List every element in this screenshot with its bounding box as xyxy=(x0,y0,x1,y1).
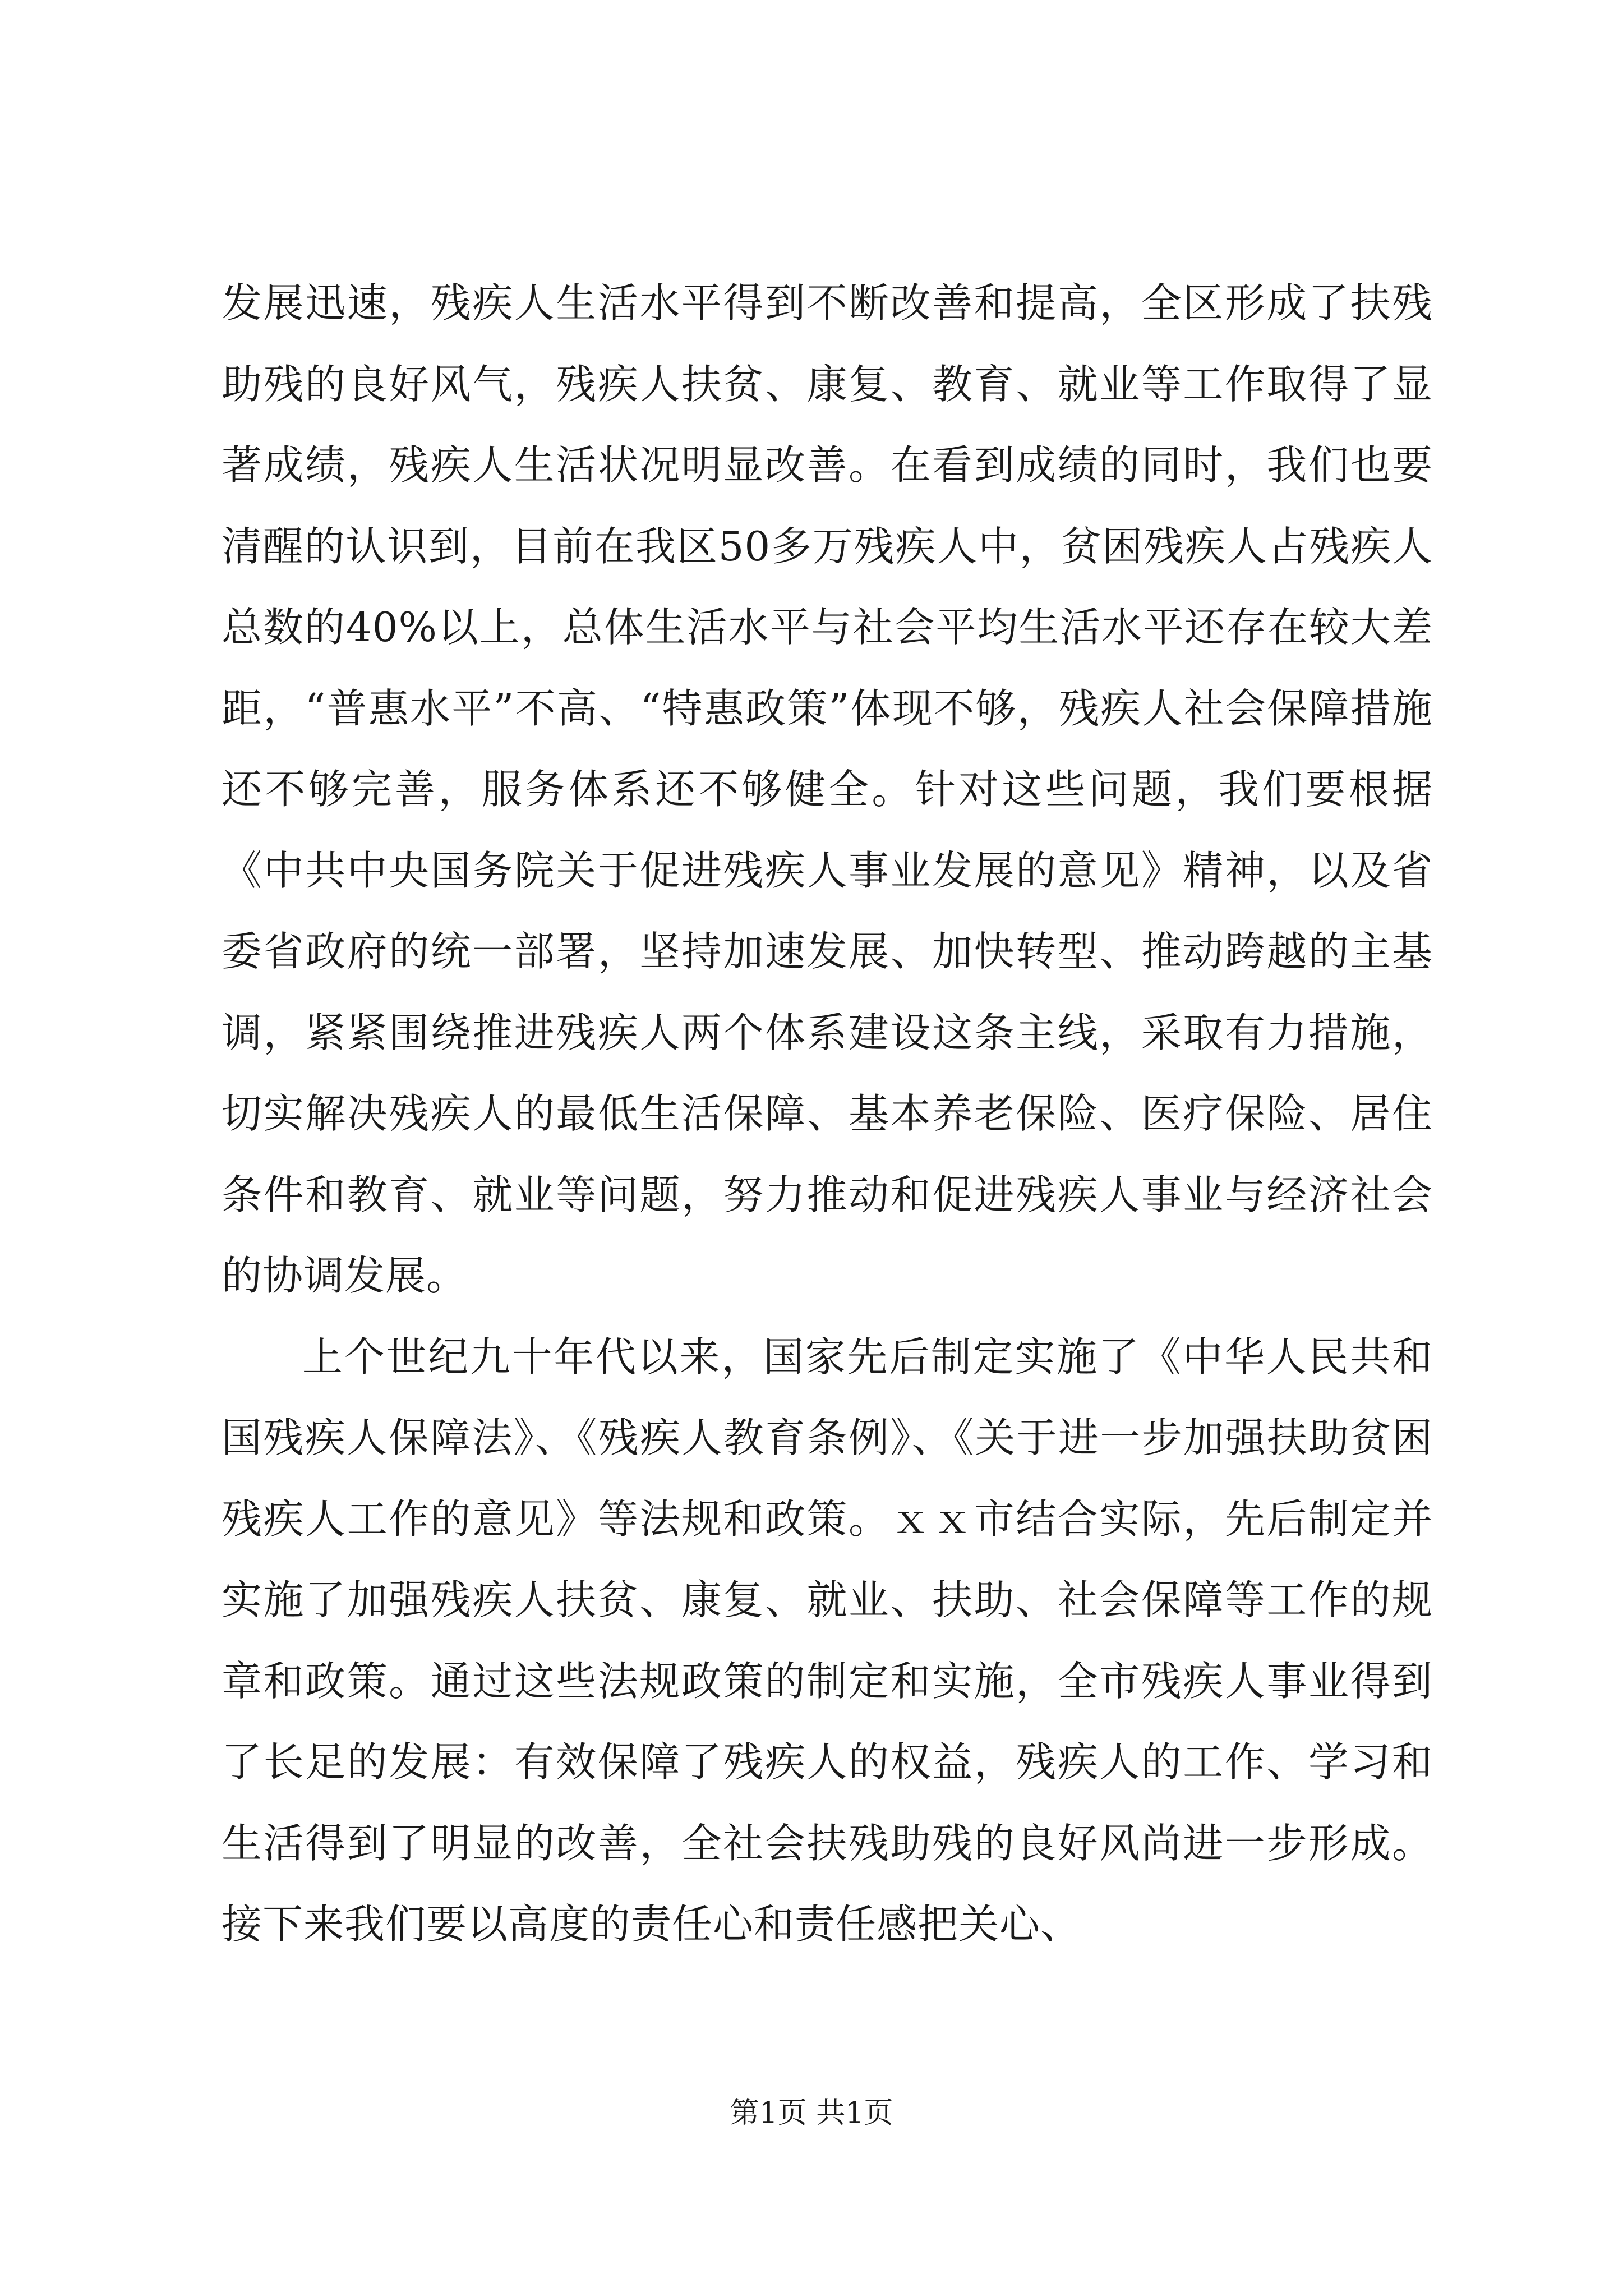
paragraph-2: 上个世纪九十年代以来，国家先后制定实施了《中华人民共和国残疾人保障法》、《残疾人教育条例》、《关于进一步加强扶助贫困残疾人工作的意见》等法规和政策。ｘｘ市结合实际，先后制定并实施了加强残疾人扶贫、康复、就业、扶助、社会保障等工作的规章和政策。通过这些法规政策的制定和实施，全市残疾人事业得到了长足的发展：有效保障了残疾人的权益，残疾人的工作、学习和生活得到了明显的改善，全社会扶残助残的良好风尚进一步形成。接下来我们要以高度的责任心和责任感把关心、 xyxy=(222,1333,1433,1948)
document-body xyxy=(222,263,1433,1965)
paragraph-1: 发展迅速，残疾人生活水平得到不断改善和提高，全区形成了扶残助残的良好风气，残疾人扶贫、康复、教育、就业等工作取得了显著成绩，残疾人生活状况明显改善。在看到成绩的同时，我们也要清醒的认识到，目前在我区50多万残疾人中，贫困残疾人占残疾人总数的40%以上，总体生活水平与社会平均生活水平还存在较大差距，“普惠水平”不高、“特惠政策”体现不够，残疾人社会保障措施还不够完善，服务体系还不够健全。针对这些问题，我们要根据《中共中央国务院关于促进残疾人事业发展的意见》精神，以及省委省政府的统一部署，坚持加速发展、加快转型、推动跨越的主基调，紧紧围绕推进残疾人两个体系建设这条主线，采取有力措施，切实解决残疾人的最低生活保障、基本养老保险、医疗保险、居住条件和教育、就业等问题，努力推动和促进残疾人事业与经济社会的协调发展。 xyxy=(222,279,1433,1299)
page-footer: 第1页 共1页 xyxy=(730,2096,893,2130)
